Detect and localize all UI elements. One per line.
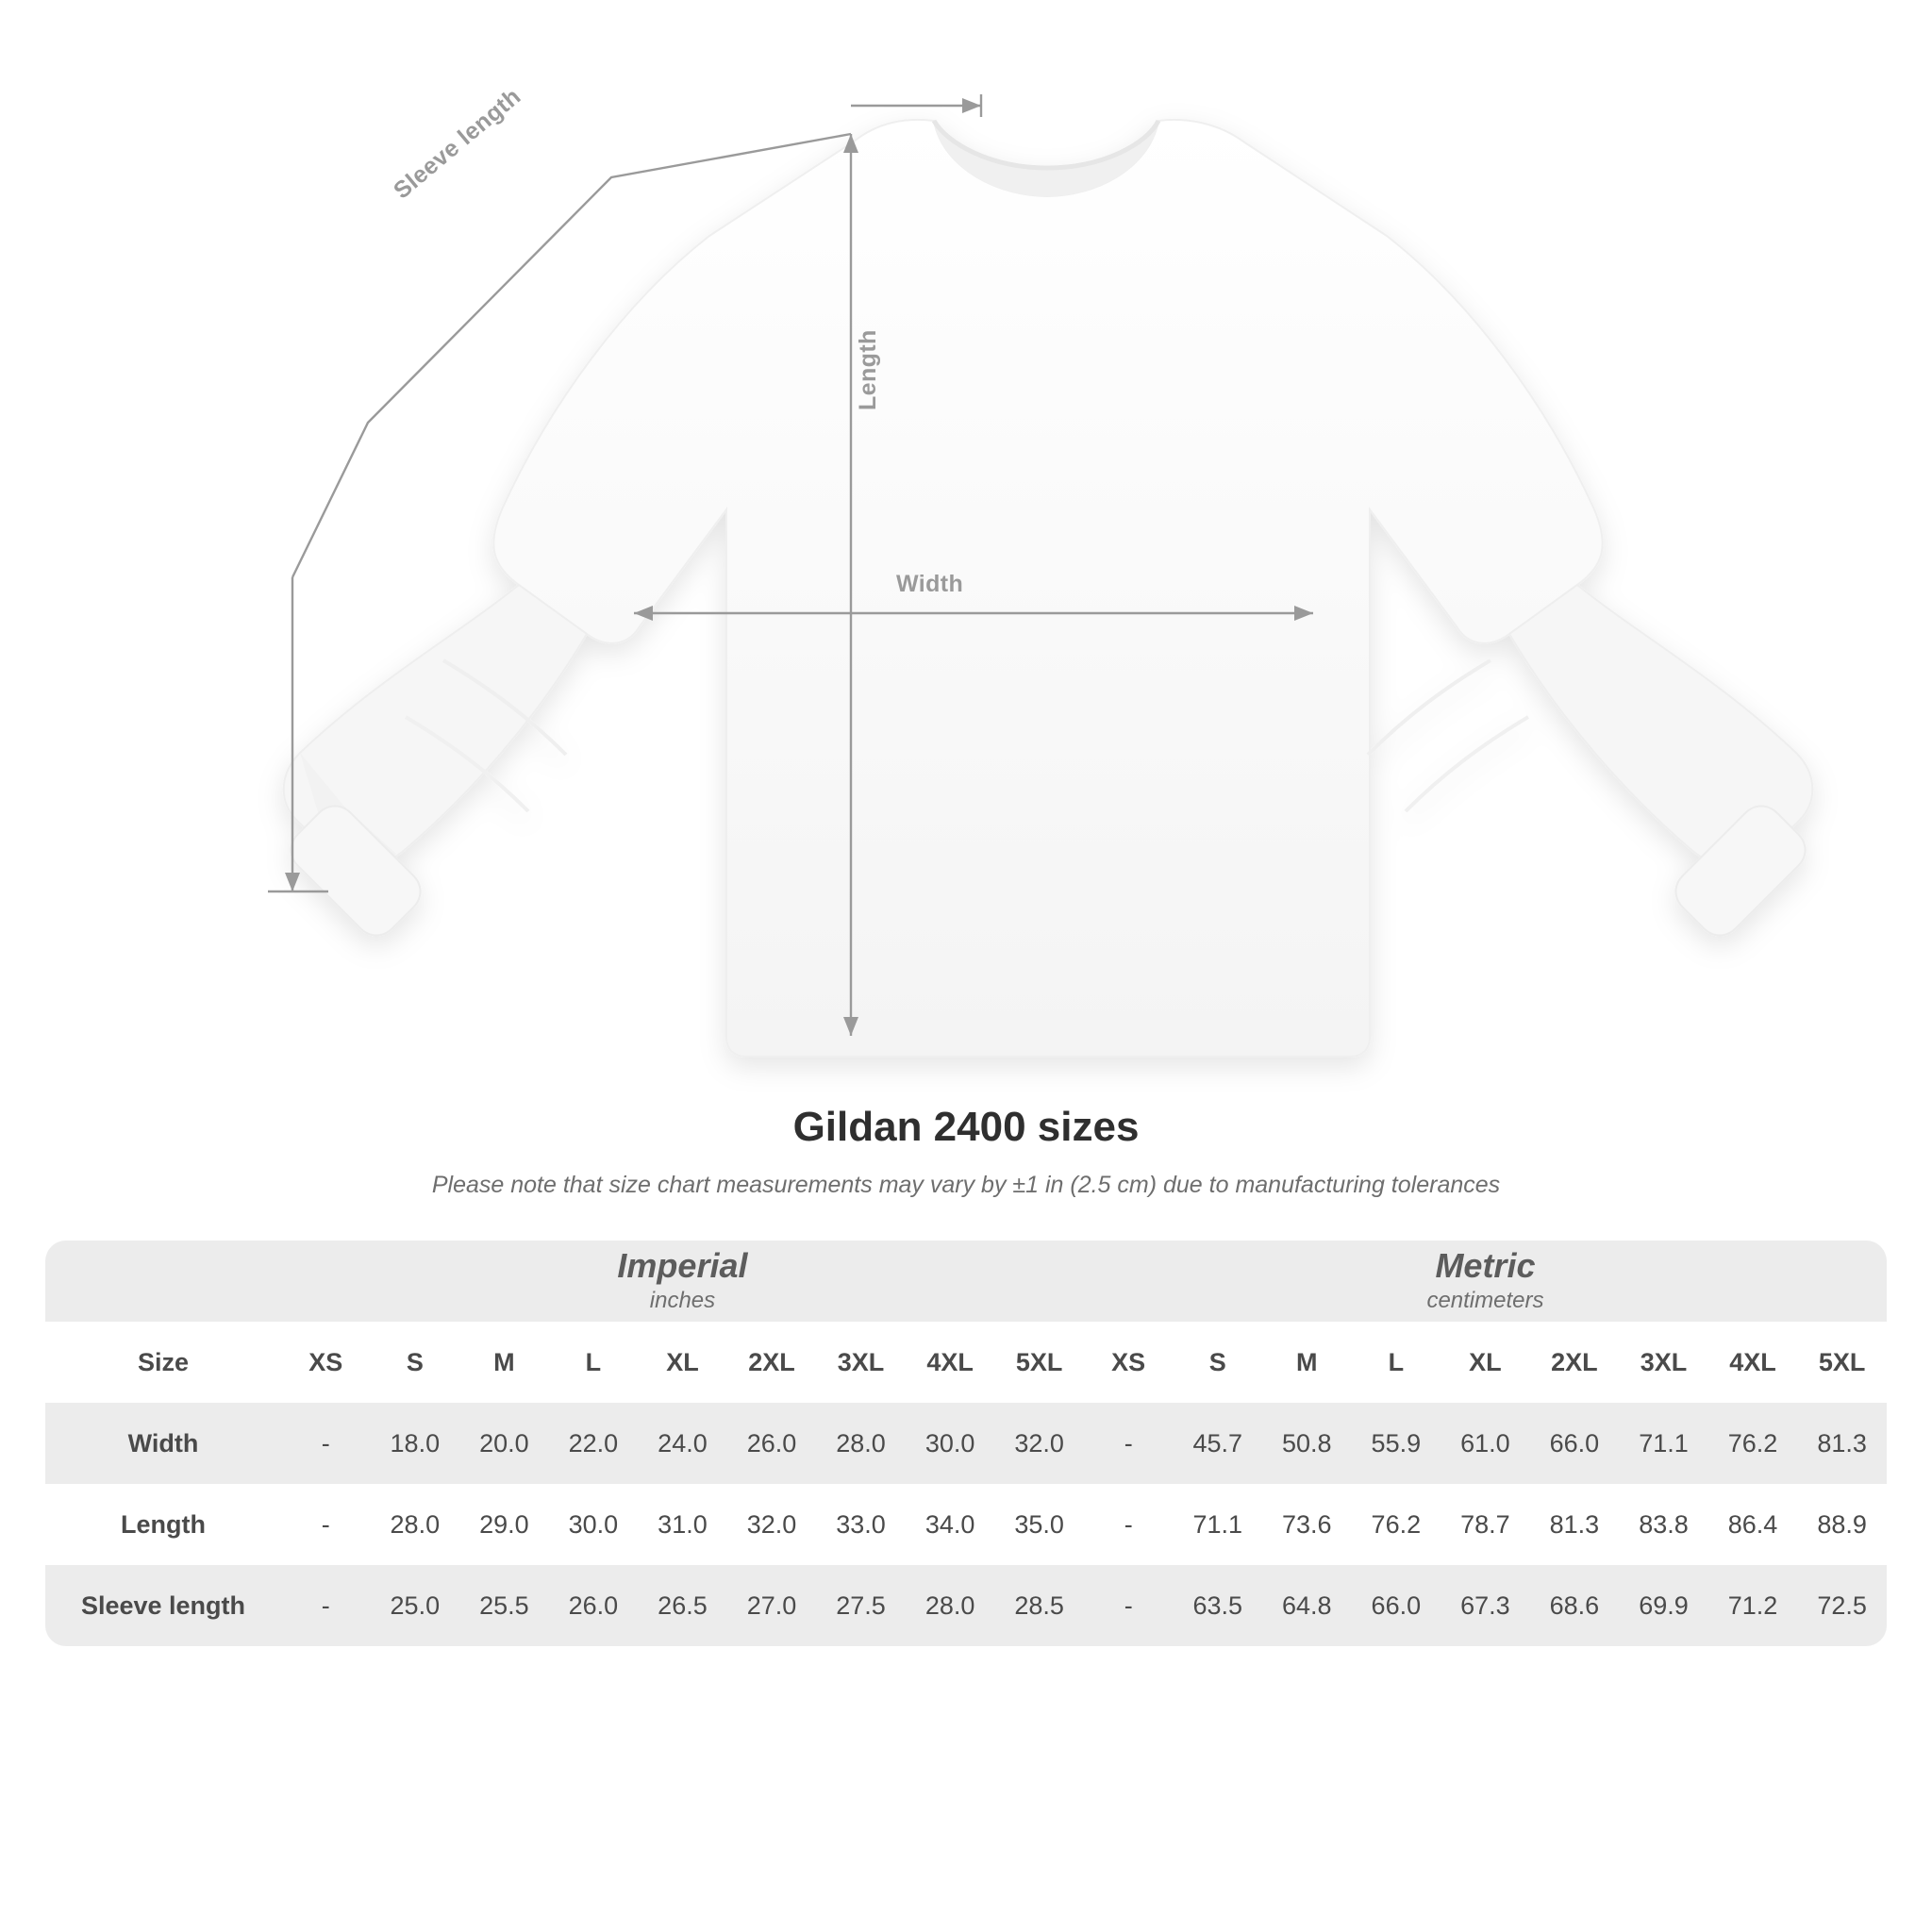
size-col-imperial-3xl: 3XL (816, 1322, 906, 1403)
cell-sleeve-imperial-2xl: 27.0 (727, 1565, 817, 1646)
cell-width-metric-2xl: 66.0 (1530, 1403, 1620, 1484)
cell-length-metric-3xl: 83.8 (1619, 1484, 1708, 1565)
row-label-length: Length (45, 1484, 281, 1565)
cell-sleeve-metric-s: 63.5 (1173, 1565, 1262, 1646)
cell-sleeve-metric-l: 66.0 (1352, 1565, 1441, 1646)
row-label-sleeve-length: Sleeve length (45, 1565, 281, 1646)
cell-length-imperial-xl: 31.0 (638, 1484, 727, 1565)
size-chart-table-wrapper (45, 1241, 1887, 1646)
cell-length-imperial-m: 29.0 (459, 1484, 549, 1565)
sleeve-length-dimension-label: Sleeve length (389, 83, 526, 205)
size-chart-table (45, 1241, 1887, 1646)
size-col-metric-m: M (1262, 1322, 1352, 1403)
cell-length-metric-xl: 78.7 (1441, 1484, 1530, 1565)
size-col-imperial-s: S (371, 1322, 460, 1403)
cell-sleeve-metric-4xl: 71.2 (1708, 1565, 1798, 1646)
size-col-imperial-4xl: 4XL (906, 1322, 995, 1403)
cell-sleeve-imperial-m: 25.5 (459, 1565, 549, 1646)
cell-length-metric-4xl: 86.4 (1708, 1484, 1798, 1565)
size-col-metric-4xl: 4XL (1708, 1322, 1798, 1403)
title-block (0, 1104, 1932, 1199)
size-col-imperial-m: M (459, 1322, 549, 1403)
cell-width-metric-m: 50.8 (1262, 1403, 1352, 1484)
cell-width-metric-xs: - (1084, 1403, 1174, 1484)
size-col-metric-s: S (1173, 1322, 1262, 1403)
size-header-row (45, 1322, 1887, 1403)
cell-sleeve-imperial-3xl: 27.5 (816, 1565, 906, 1646)
size-col-metric-xs: XS (1084, 1322, 1174, 1403)
cell-width-imperial-m: 20.0 (459, 1403, 549, 1484)
cell-width-imperial-4xl: 30.0 (906, 1403, 995, 1484)
size-col-metric-l: L (1352, 1322, 1441, 1403)
metric-unit: centimeters (1426, 1287, 1544, 1313)
cell-width-metric-4xl: 76.2 (1708, 1403, 1798, 1484)
cell-length-metric-xs: - (1084, 1484, 1174, 1565)
cell-width-imperial-3xl: 28.0 (816, 1403, 906, 1484)
width-dimension-label: Width (896, 571, 964, 597)
cell-length-metric-5xl: 88.9 (1797, 1484, 1887, 1565)
cell-length-imperial-3xl: 33.0 (816, 1484, 906, 1565)
cell-sleeve-imperial-xs: - (281, 1565, 371, 1646)
size-col-metric-3xl: 3XL (1619, 1322, 1708, 1403)
cell-length-imperial-l: 30.0 (549, 1484, 639, 1565)
cell-width-imperial-xs: - (281, 1403, 371, 1484)
cell-sleeve-imperial-s: 25.0 (371, 1565, 460, 1646)
cell-width-imperial-s: 18.0 (371, 1403, 460, 1484)
cell-width-imperial-2xl: 26.0 (727, 1403, 817, 1484)
imperial-unit: inches (649, 1287, 716, 1313)
cell-sleeve-metric-m: 64.8 (1262, 1565, 1352, 1646)
cell-sleeve-metric-xl: 67.3 (1441, 1565, 1530, 1646)
size-col-metric-2xl: 2XL (1530, 1322, 1620, 1403)
unit-system-spacer (45, 1241, 281, 1322)
cell-width-metric-5xl: 81.3 (1797, 1403, 1887, 1484)
page-subtitle: Please note that size chart measurements may vary by ±1 in (2.5 cm) due to manufacturing tolerances (431, 1172, 1501, 1198)
cell-length-imperial-4xl: 34.0 (906, 1484, 995, 1565)
table-row (45, 1403, 1887, 1484)
cell-width-imperial-5xl: 32.0 (994, 1403, 1084, 1484)
cell-length-imperial-xs: - (281, 1484, 371, 1565)
cell-width-metric-l: 55.9 (1352, 1403, 1441, 1484)
cell-length-imperial-5xl: 35.0 (994, 1484, 1084, 1565)
cell-sleeve-imperial-xl: 26.5 (638, 1565, 727, 1646)
size-col-metric-xl: XL (1441, 1322, 1530, 1403)
cell-sleeve-imperial-l: 26.0 (549, 1565, 639, 1646)
page-title: Gildan 2400 sizes (792, 1104, 1140, 1150)
length-dimension-label: Length (855, 329, 881, 410)
row-label-width: Width (45, 1403, 281, 1484)
size-col-imperial-2xl: 2XL (727, 1322, 817, 1403)
cell-sleeve-imperial-5xl: 28.5 (994, 1565, 1084, 1646)
table-row (45, 1565, 1887, 1646)
cell-width-metric-s: 45.7 (1173, 1403, 1262, 1484)
cell-length-metric-m: 73.6 (1262, 1484, 1352, 1565)
cell-sleeve-imperial-4xl: 28.0 (906, 1565, 995, 1646)
cell-length-imperial-2xl: 32.0 (727, 1484, 817, 1565)
metric-label: Metric (1435, 1245, 1536, 1285)
unit-system-metric (1084, 1241, 1887, 1322)
table-row (45, 1484, 1887, 1565)
cell-length-metric-s: 71.1 (1173, 1484, 1262, 1565)
cell-sleeve-metric-xs: - (1084, 1565, 1174, 1646)
cell-sleeve-metric-3xl: 69.9 (1619, 1565, 1708, 1646)
size-col-metric-5xl: 5XL (1797, 1322, 1887, 1403)
size-col-imperial-l: L (549, 1322, 639, 1403)
unit-system-imperial (281, 1241, 1084, 1322)
cell-sleeve-metric-5xl: 72.5 (1797, 1565, 1887, 1646)
cell-width-metric-xl: 61.0 (1441, 1403, 1530, 1484)
cell-width-imperial-l: 22.0 (549, 1403, 639, 1484)
size-col-imperial-xl: XL (638, 1322, 727, 1403)
cell-length-imperial-s: 28.0 (371, 1484, 460, 1565)
cell-length-metric-2xl: 81.3 (1530, 1484, 1620, 1565)
size-col-imperial-5xl: 5XL (994, 1322, 1084, 1403)
cell-width-metric-3xl: 71.1 (1619, 1403, 1708, 1484)
size-header-cell: Size (45, 1322, 281, 1403)
size-col-imperial-xs: XS (281, 1322, 371, 1403)
imperial-label: Imperial (617, 1245, 748, 1285)
cell-length-metric-l: 76.2 (1352, 1484, 1441, 1565)
cell-sleeve-metric-2xl: 68.6 (1530, 1565, 1620, 1646)
unit-system-header-row (45, 1241, 1887, 1322)
cell-width-imperial-xl: 24.0 (638, 1403, 727, 1484)
